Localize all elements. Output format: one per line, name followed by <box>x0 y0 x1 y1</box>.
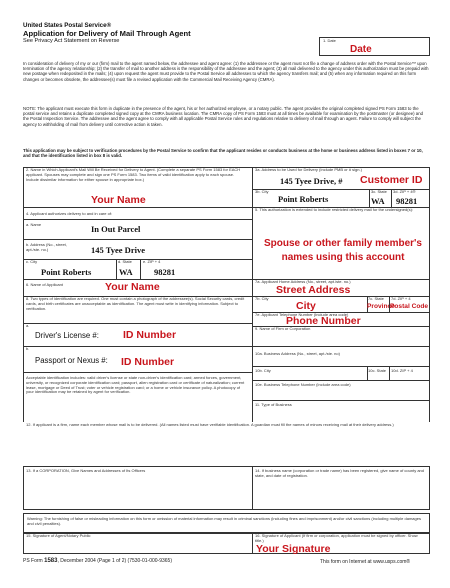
field-15-agent-signature[interactable] <box>23 533 252 554</box>
form-footer-right: This form on Internet at www.usps.com® <box>320 559 411 565</box>
field-7b-value: City <box>296 300 316 312</box>
field-7d-zip[interactable] <box>389 296 430 312</box>
field-16-label: 16. Signature of Applicant (If firm or corporation, application must be signed by officer. Show title.) <box>255 533 418 543</box>
warning-box <box>23 513 430 533</box>
agreement-paragraph: In consideration of delivery of my or our (firm) mail to the agent named below, the addressee and agent agree: (1) the addressee or the agent must not file a change of address order with the Postal Service™ upon termination of the agency relationship; (2) the transfer of mail to another address is the responsibility of the addressee and the agent; (3) all mail delivered to the agency under this authorization must be prepaid with new postage when redeposited in the mails; (4) upon request the agent must provide to the Postal Service all addresses to which the agency transfers mail; and (5) when any information required on this form changes or becomes obsolete, the addressee(s) must file a revised application with the Commercial Mail Receiving Agency (CMRA). <box>23 61 429 82</box>
field-8b-passport[interactable] <box>23 346 252 372</box>
field-10d-label: 10d. ZIP + 4 <box>391 368 413 373</box>
field-10a-label: 10a. Business Address (No., street, apt./ste. no) <box>255 351 340 356</box>
field-4c-value: Point Roberts <box>41 267 92 277</box>
date-value: Date <box>350 44 372 55</box>
field-7d-label: 7d. ZIP + 4 <box>391 296 411 301</box>
field-3-city-row <box>252 189 430 207</box>
field-6-value: Your Name <box>105 281 160 293</box>
form-footer-left <box>23 558 172 564</box>
field-3d-label: 3d. ZIP + 4® <box>393 189 416 194</box>
field-9-firm-name[interactable] <box>252 326 430 346</box>
field-14-label: 14. If business name (corporation or trade name) has been registered, give name of county and state, and date of registration. <box>255 468 424 478</box>
field-7c-value: Province <box>367 303 395 310</box>
field-7b-label: 7b. City <box>255 296 269 301</box>
field-3b-value: Point Roberts <box>278 194 329 204</box>
field-3a-value: 145 Tyee Drive, # <box>280 176 343 186</box>
field-4b-value: 145 Tyee Drive <box>91 245 145 255</box>
form-header <box>23 22 313 45</box>
field-3d-zip[interactable] <box>391 189 430 207</box>
date-label: 1. Date <box>323 38 336 43</box>
field-2-name[interactable] <box>23 167 252 207</box>
field-4c-row <box>23 259 252 279</box>
field-16-value: Your Signature <box>256 543 331 555</box>
field-10c-label: 10c. State <box>368 368 387 373</box>
field-8b-label: b. <box>26 346 30 351</box>
field-7b-city[interactable] <box>252 296 367 312</box>
field-3d-value: 98281 <box>396 196 418 206</box>
field-4b-label: b. Address (No., street, apt./ste. no.) <box>26 242 67 252</box>
field-7e-telephone[interactable] <box>252 312 430 326</box>
field-12-firm-members[interactable] <box>23 422 430 466</box>
field-4c-city[interactable] <box>23 259 116 279</box>
field-15-label: 15. Signature of Agent/Notary Public <box>26 533 91 538</box>
field-7a-label: 7a. Applicant Home Address (No., street, apt./ste. no.) <box>255 279 351 284</box>
warning-text: Warning: The furnishing of false or misleading information on this form or omission of material information may result in criminal sanctions (including fines and imprisonment) and/or civil sanctions (including multiple damages and civil penalties). <box>27 516 421 526</box>
field-10a-business-address[interactable] <box>252 346 430 366</box>
field-8b-id-number: ID Number <box>121 356 175 368</box>
field-4-label: 4. Applicant authorizes delivery to and in care of: <box>26 211 113 216</box>
footer-form-number: 1583 <box>44 558 58 564</box>
field-3a-label: 3a. Address to be Used for Delivery (Include PMB or # sign.) <box>255 167 362 172</box>
field-4a-name[interactable] <box>23 219 252 239</box>
field-3c-state[interactable] <box>369 189 391 207</box>
field-10-city-row <box>252 366 430 380</box>
field-10e-label: 10e. Business Telephone Number (Include area code) <box>255 382 351 387</box>
field-10e-business-phone[interactable] <box>252 380 430 400</box>
field-11-label: 11. Type of Business <box>255 402 292 407</box>
field-3b-label: 3b. City <box>255 189 269 194</box>
field-7a-value: Street Address <box>276 284 351 296</box>
field-3a-customer-id: Customer ID <box>360 174 423 186</box>
field-4e-zip[interactable] <box>140 259 252 279</box>
field-4a-label: a. Name <box>26 222 42 227</box>
field-8a-label: a. <box>26 323 30 328</box>
field-4d-value: WA <box>119 267 133 277</box>
field-11-business-type[interactable] <box>252 400 430 422</box>
field-4d-state[interactable] <box>116 259 140 279</box>
field-6-label: 6. Name of Applicant <box>26 282 63 287</box>
field-10d-zip[interactable] <box>389 366 430 380</box>
field-4e-value: 98281 <box>154 267 176 277</box>
field-7e-label: 7e. Applicant Telephone Number (Include area code) <box>255 312 349 317</box>
field-8a-id-number: ID Number <box>123 329 177 341</box>
field-3a-delivery-address[interactable] <box>252 167 430 189</box>
field-5-label: 5. This authorization is extended to include restricted delivery mail for the undersigned(s): <box>255 207 414 212</box>
field-7-city-row <box>252 296 430 312</box>
field-8a-drivers-license[interactable] <box>23 323 252 346</box>
field-3c-label: 3c. State <box>371 189 387 194</box>
field-14-registration[interactable] <box>252 466 430 510</box>
field-8b-value: Passport or Nexus #: <box>35 356 108 365</box>
field-3c-value: WA <box>371 196 385 206</box>
field-16-applicant-signature[interactable] <box>252 533 430 554</box>
field-5-restricted-delivery[interactable] <box>252 207 430 279</box>
field-5-names: Spouse or other family member's names using this account <box>264 238 422 263</box>
field-7c-state[interactable] <box>367 296 395 312</box>
note-paragraph: NOTE: The applicant must execute this form in duplicate in the presence of the agent, his or her authorized employee, or a notary public. The agent provides the original completed signed PS Form 1583 to the postal service and retains a duplicate completed signed copy at the CMRA business location. The CMRA copy of PS Form 1583 must at all times be available for examination by the postmaster (or designee) and the Postal Inspection Service. The addressee and the agent agree to comply with all applicable Postal Service rules and regulations relative to delivery of mail through an agent. Failure to comply will subject the agency to withholding of mail from delivery until corrective action is taken. <box>23 106 423 127</box>
field-4b-address[interactable] <box>23 239 252 259</box>
acceptable-ids-text: Acceptable identification includes: valid driver's license or state non-driver's identification card; armed forces, government, university, or recognized corporate identification card; passport, alien registration card or certificate of naturalization; current lease, mortgage or Deed of Trust; voter or vehicle registration card; or a home or vehicle insurance policy. A photocopy of your identification may be retained by agent for verification. <box>26 375 245 395</box>
form-title: Application for Delivery of Mail Through Agent <box>23 29 191 38</box>
field-4c-label: c. City <box>26 259 38 264</box>
agency-name: United States Postal Service® <box>23 22 112 29</box>
field-6-applicant-name[interactable] <box>23 279 252 296</box>
field-13-officers[interactable] <box>23 466 252 510</box>
field-2-label: 2. Name in Which Applicant's Mail Will Be Received for Delivery to Agent. (Complete a separate PS Form 1583 for EACH applicant. Spouses may complete and sign one PS Form 1583. Two items of valid identification apply to each spouse. Include dissimilar information for either spouse in appropriate box.) <box>26 167 241 182</box>
field-10b-city[interactable] <box>252 366 367 380</box>
footer-form-date: , December 2004 (Page 1 of 2) (7530-01-000-9365) <box>57 558 172 564</box>
verification-paragraph: This application may be subject to verification procedures by the Postal Service to confirm that the applicant resides or conducts business at the home or business address listed in boxes 7 or 10, and that the identification listed in box 8 is valid. <box>23 148 423 159</box>
field-10b-label: 10b. City <box>255 368 271 373</box>
field-8-acceptable-ids <box>23 372 252 422</box>
date-field[interactable] <box>319 37 430 56</box>
field-3b-city[interactable] <box>252 189 369 207</box>
field-12-label: 12. If applicant is a firm, name each member whose mail is to be delivered. (All names listed must have verifiable identification. A guardian must fill the names of minors receiving mail at their delivery address.) <box>26 422 394 427</box>
field-4d-label: d. State <box>118 259 132 264</box>
field-7a-home-address[interactable] <box>252 279 430 296</box>
field-4e-label: e. ZIP + 4 <box>143 259 161 264</box>
field-8-id-instructions <box>23 296 252 323</box>
field-8-label: 8. Two types of identification are required. One must contain a photograph of the addressee(s). Social Security cards, credit cards, and birth certificates are unacceptable as identification. The agent must write in identifying information. Subject to verification. <box>26 296 245 311</box>
footer-form-prefix: PS Form <box>23 558 43 564</box>
field-8a-value: Driver's License #: <box>35 331 99 340</box>
field-9-label: 9. Name of Firm or Corporation <box>255 326 311 331</box>
field-7e-value: Phone Number <box>286 315 361 327</box>
field-2-value: Your Name <box>91 194 146 206</box>
field-7d-value: Postal Code <box>390 303 429 310</box>
field-10c-state[interactable] <box>367 366 389 380</box>
form-subtitle: See Privacy Act Statement on Reverse <box>23 38 120 44</box>
field-13-label: 13. If a CORPORATION, Give Names and Addresses of Its Officers <box>26 468 146 473</box>
field-4-header <box>23 207 252 219</box>
field-4a-value: In Out Parcel <box>91 224 141 234</box>
field-7c-label: 7c. State <box>368 296 384 301</box>
